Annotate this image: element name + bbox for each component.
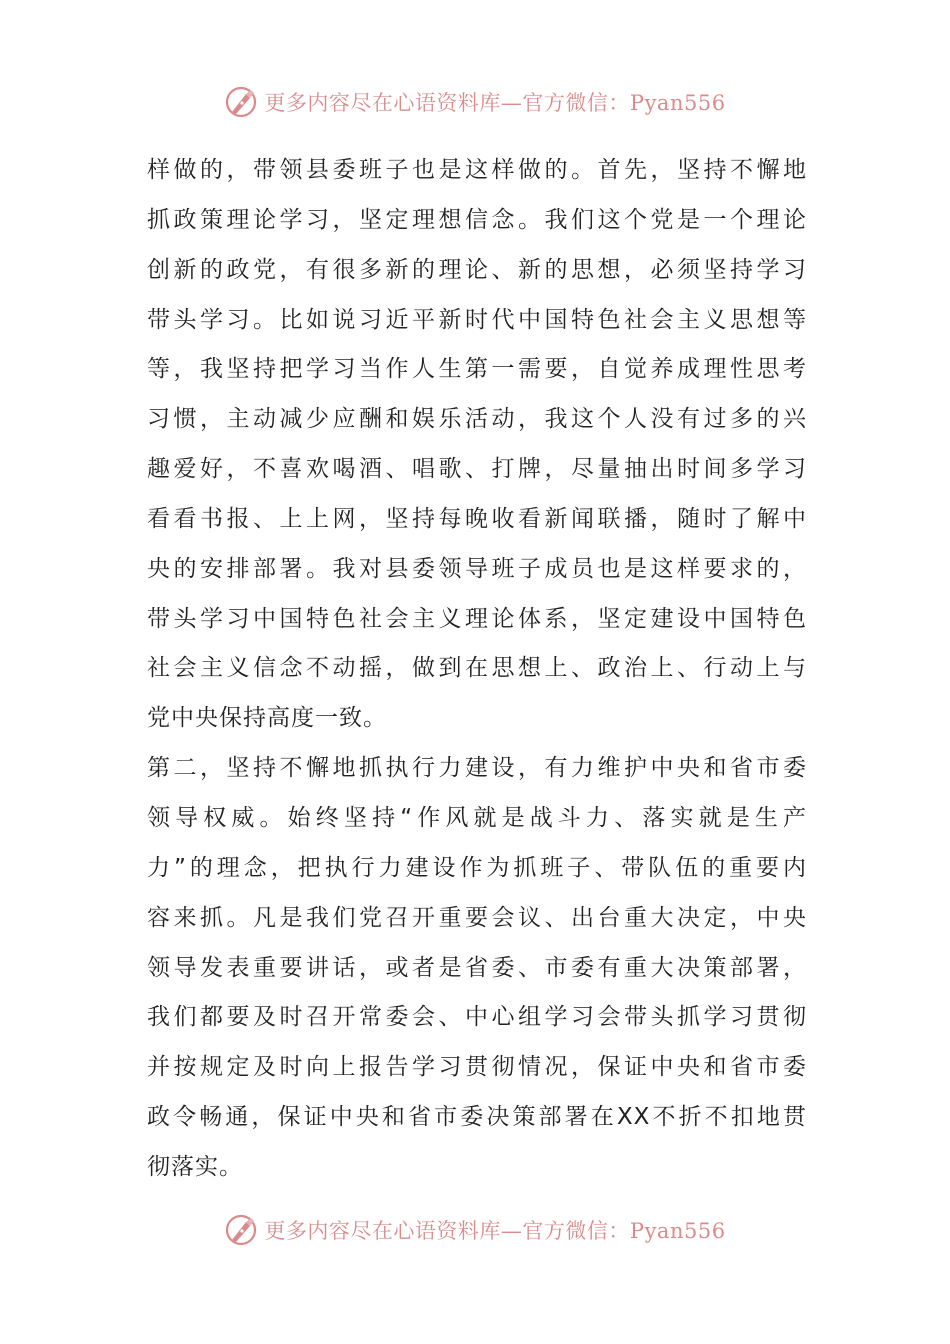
body-line: 我们都要及时召开常委会、中心组学习会带头抓学习贯彻 — [147, 1004, 807, 1031]
body-line: 央的安排部署。我对县委领导班子成员也是这样要求的， — [147, 555, 807, 582]
body-line: 等，我坚持把学习当作人生第一需要，自觉养成理性思考 — [147, 356, 807, 383]
watermark-text: 更多内容尽在心语资料库—官方微信：Pyan556 — [264, 1219, 726, 1243]
body-line: 创新的政党，有很多新的理论、新的思想，必须坚持学习 — [147, 256, 807, 283]
pen-nib-circle-icon — [224, 85, 258, 119]
body-line: 容来抓。凡是我们党召开重要会议、出台重大决定，中央 — [147, 904, 807, 931]
body-line: 政令畅通，保证中央和省市委决策部署在XX不折不扣地贯 — [147, 1104, 807, 1131]
document-body — [147, 146, 807, 1193]
body-line: 党中央保持高度一致。 — [147, 705, 387, 732]
body-line: 样做的，带领县委班子也是这样做的。首先，坚持不懈地 — [147, 157, 807, 183]
body-line: 习惯，主动减少应酬和娱乐活动，我这个人没有过多的兴 — [147, 406, 807, 433]
body-line: 力”的理念，把执行力建设作为抓班子、带队伍的重要内 — [147, 854, 807, 881]
body-line: 领导发表重要讲话，或者是省委、市委有重大决策部署， — [147, 954, 807, 981]
footer-watermark — [0, 1210, 950, 1250]
header-watermark — [0, 82, 950, 122]
body-line: 趣爱好，不喜欢喝酒、唱歌、打牌，尽量抽出时间多学习 — [147, 456, 807, 483]
body-line: 第二，坚持不懈地抓执行力建设，有力维护中央和省市委 — [147, 755, 807, 782]
pen-nib-circle-icon — [224, 1213, 258, 1247]
watermark-text: 更多内容尽在心语资料库—官方微信：Pyan556 — [264, 91, 726, 115]
body-line: 彻落实。 — [147, 1153, 243, 1180]
body-line: 看看书报、上上网，坚持每晚收看新闻联播，随时了解中 — [147, 505, 807, 532]
body-line: 带头学习中国特色社会主义理论体系，坚定建设中国特色 — [147, 605, 807, 632]
body-line: 领导权威。始终坚持“作风就是战斗力、落实就是生产 — [147, 804, 807, 831]
body-line: 并按规定及时向上报告学习贯彻情况，保证中央和省市委 — [147, 1054, 807, 1081]
body-line: 带头学习。比如说习近平新时代中国特色社会主义思想等 — [147, 306, 807, 333]
body-line: 抓政策理论学习，坚定理想信念。我们这个党是一个理论 — [147, 206, 807, 233]
body-line: 社会主义信念不动摇，做到在思想上、政治上、行动上与 — [147, 655, 807, 682]
